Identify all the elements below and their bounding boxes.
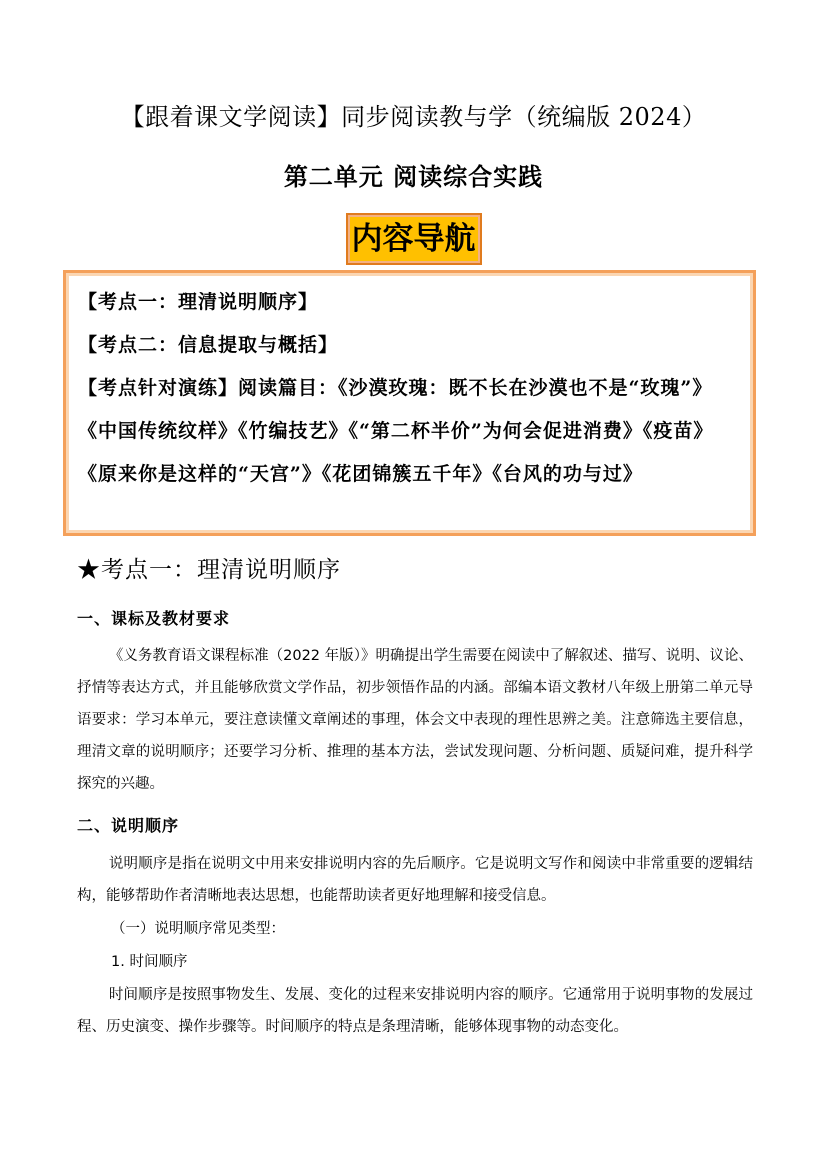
section-heading: ★考点一：理清说明顺序 — [77, 557, 341, 583]
nav-item-key-point-2: 【考点二：信息提取与概括】 — [78, 334, 339, 356]
nav-item-key-point-1: 【考点一：理清说明顺序】 — [78, 291, 319, 313]
item1-title: 1. 时间顺序 — [111, 954, 188, 970]
item1-paragraph: 时间顺序是按照事物发生、发展、变化的过程来安排说明内容的顺序。它通常用于说明事物的发展过程、历史演变、操作步骤等。时间顺序的特点是条理清晰，能够体现事物的动态变化。 — [77, 987, 753, 1035]
content-navigation-badge: 内容导航 — [346, 213, 482, 265]
part2-subheading: （一）说明顺序常见类型： — [111, 921, 285, 937]
content-navigation-box — [63, 270, 756, 536]
document-title: 【跟着课文学阅读】同步阅读教与学（统编版 2024） — [120, 103, 707, 131]
document-subtitle: 第二单元 阅读综合实践 — [283, 162, 544, 191]
nav-item-practice-readings: 【考点针对演练】阅读篇目：《沙漠玫瑰：既不长在沙漠也不是“玫瑰”》《中国传统纹样》《竹编技艺》《“第二杯半价”为何会促进消费》《疫苗》《原来你是这样的“天宫”》《花团锦簇五千年》《台风的功与过》 — [78, 377, 714, 485]
nav-badge-container — [0, 213, 827, 265]
part2-paragraph: 说明顺序是指在说明文中用来安排说明内容的先后顺序。它是说明文写作和阅读中非常重要的逻辑结构，能够帮助作者清晰地表达思想，也能帮助读者更好地理解和接受信息。 — [77, 856, 753, 904]
part1-paragraph: 《义务教育语文课程标准（2022 年版）》明确提出学生需要在阅读中了解叙述、描写、说明、议论、抒情等表达方式，并且能够欣赏文学作品，初步领悟作品的内涵。部编本语文教材八年级上册第二单元导语要求：学习本单元，要注意读懂文章阐述的事理，体会文中表现的理性思辨之美。注意筛选主要信息，理清文章的说明顺序；还要学习分析、推理的基本方法，尝试发现问题、分析问题、质疑问难，提升科学探究的兴趣。 — [77, 648, 753, 792]
part1-title: 一、课标及教材要求 — [77, 609, 231, 628]
part2-title: 二、说明顺序 — [77, 816, 180, 835]
